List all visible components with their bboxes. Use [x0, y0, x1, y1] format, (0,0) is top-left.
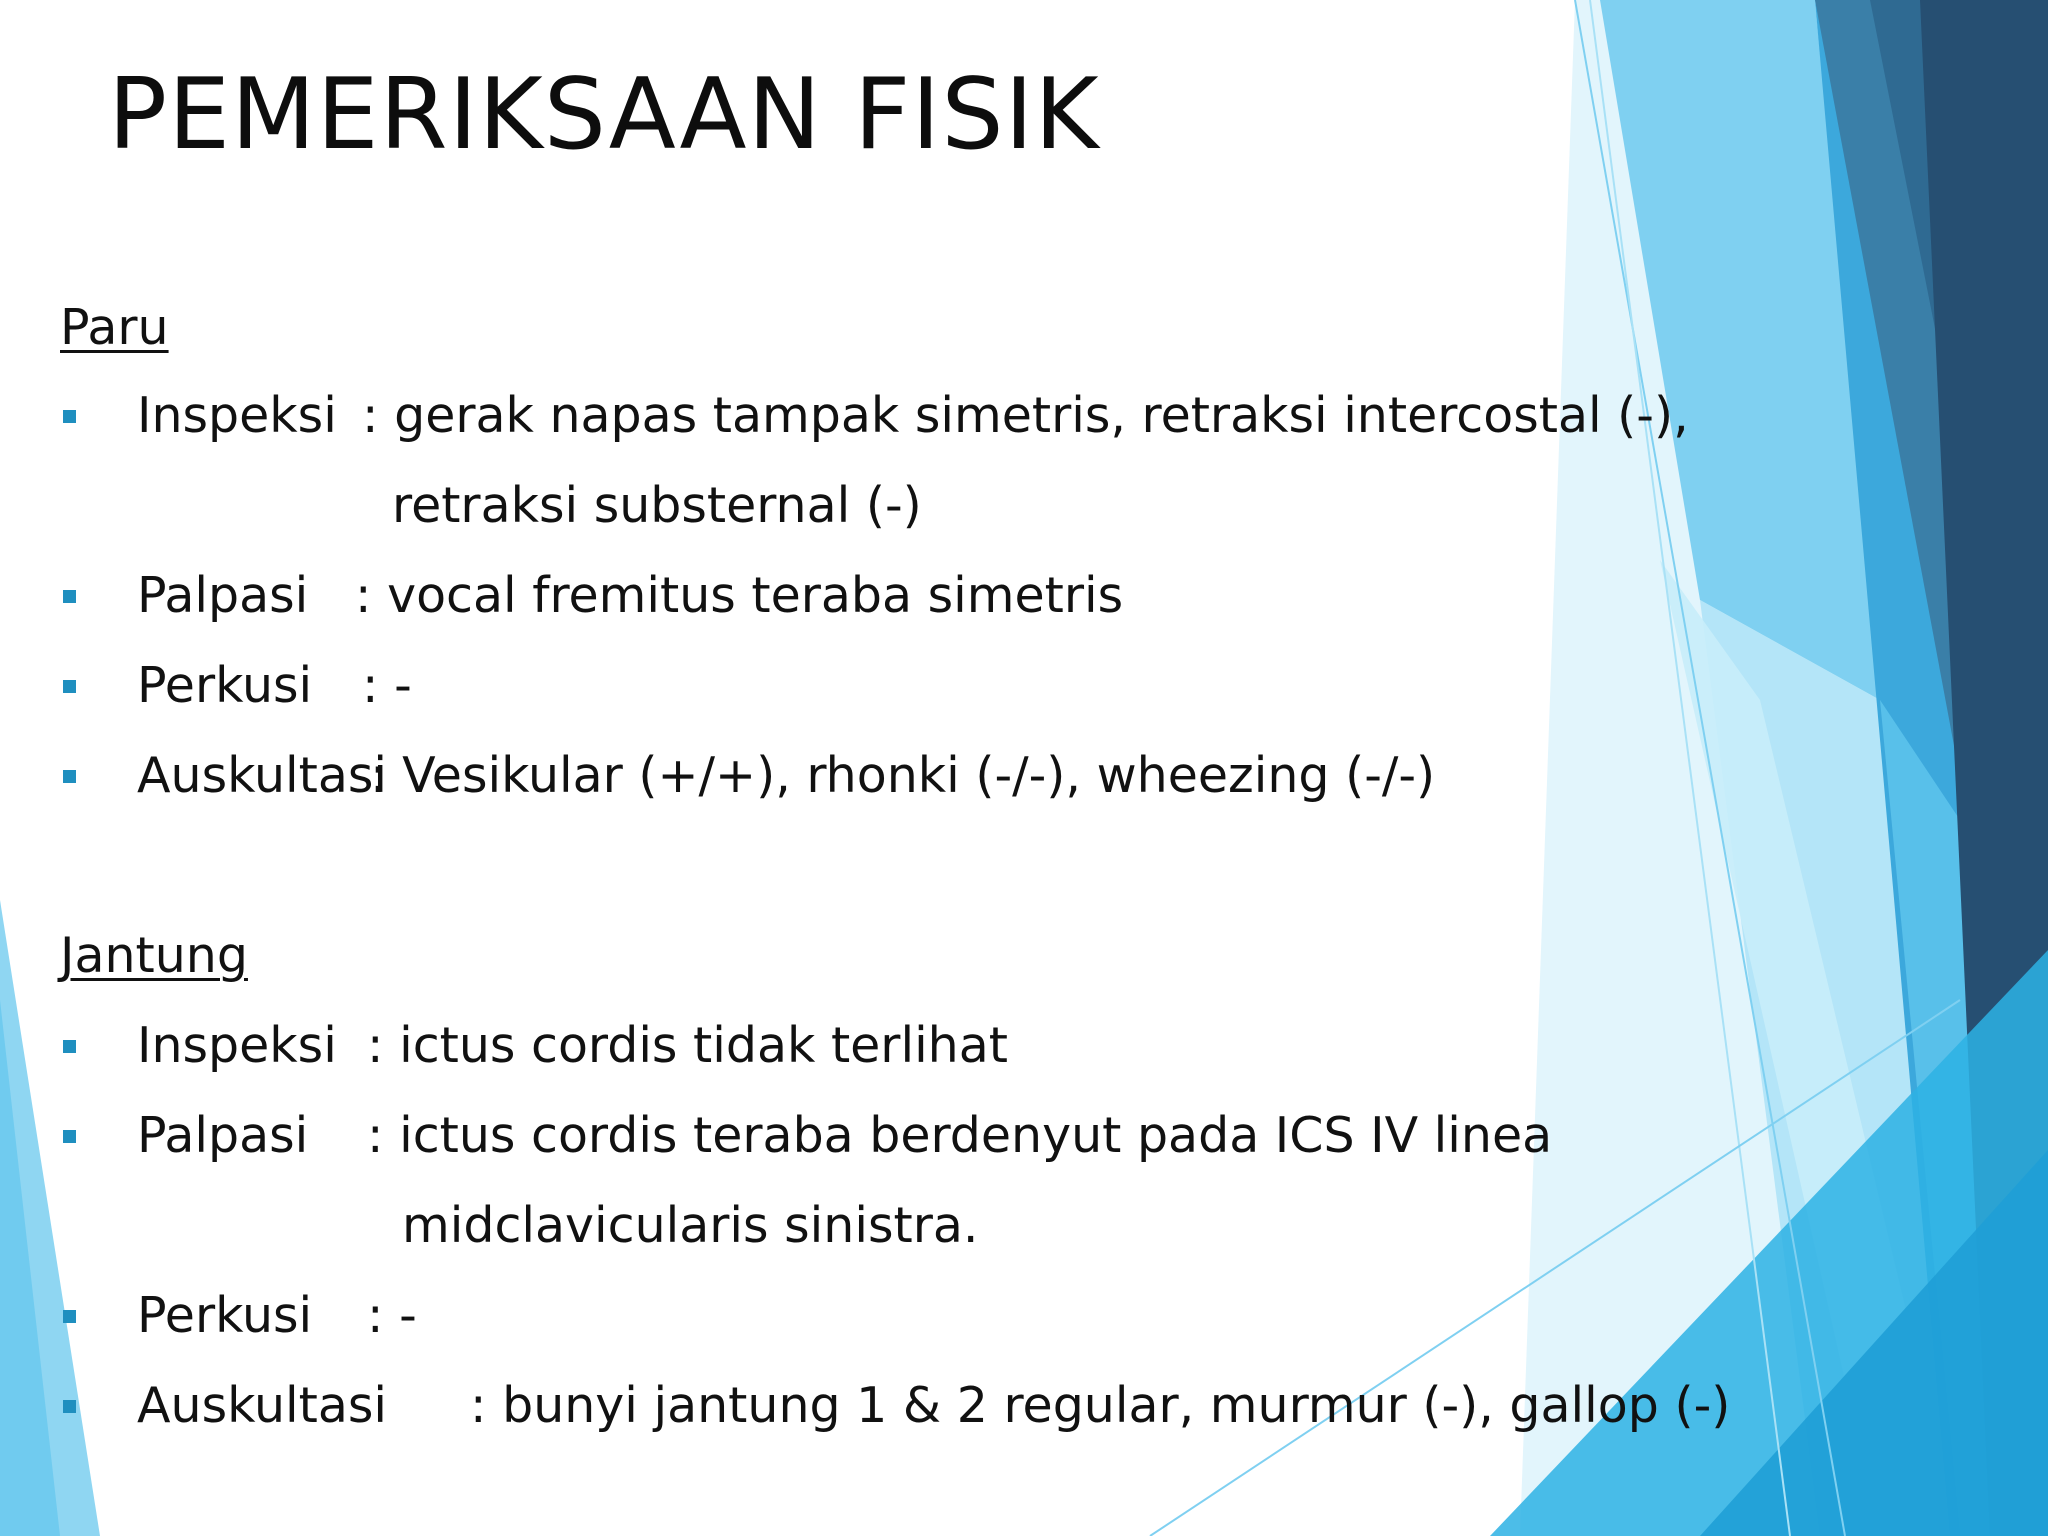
bullet-icon [63, 1310, 76, 1323]
item-term: Palpasi [137, 1107, 309, 1164]
item-term: Perkusi [137, 1287, 313, 1344]
bullet-icon [63, 1040, 76, 1053]
list-item-jantung-inspeksi [0, 1016, 1700, 1076]
list-item-jantung-auskultasi [0, 1376, 1731, 1436]
item-desc: : ictus cordis teraba berdenyut pada ICS IV linea [367, 1107, 1553, 1164]
section-heading-paru: Paru [60, 299, 169, 356]
item-desc: : - [367, 1287, 417, 1344]
item-term: Auskultasi [137, 747, 388, 804]
list-item-paru-auskultasi [0, 746, 1700, 806]
item-term: Perkusi [137, 657, 313, 714]
item-term: Inspeksi [137, 387, 337, 444]
item-desc: : bunyi jantung 1 & 2 regular, murmur (-), gallop (-) [470, 1377, 1731, 1434]
bullet-icon [63, 770, 76, 783]
bullet-icon [63, 410, 76, 423]
item-desc: : - [362, 657, 412, 714]
list-item-jantung-perkusi [0, 1286, 1700, 1346]
item-desc: : vocal fremitus teraba simetris [355, 567, 1124, 624]
item-desc-continuation: midclavicularis sinistra. [402, 1197, 979, 1254]
section-heading-jantung: Jantung [60, 927, 248, 984]
list-item-jantung-palpasi [0, 1106, 1700, 1166]
item-desc: : ictus cordis tidak terlihat [367, 1017, 1008, 1074]
bullet-icon [63, 590, 76, 603]
item-desc: : Vesikular (+/+), rhonki (-/-), wheezing (-/-) [370, 747, 1436, 804]
item-desc: : gerak napas tampak simetris, retraksi intercostal (-), [362, 387, 1689, 444]
bullet-icon [63, 1130, 76, 1143]
slide-title: PEMERIKSAAN FISIK [108, 58, 1100, 172]
bullet-icon [63, 1400, 76, 1413]
item-desc-continuation: retraksi substernal (-) [392, 477, 922, 534]
item-term: Palpasi [137, 567, 309, 624]
list-item-paru-perkusi [0, 656, 1700, 716]
list-item-paru-inspeksi [0, 386, 1700, 446]
bullet-icon [63, 680, 76, 693]
list-item-paru-palpasi [0, 566, 1700, 626]
item-term: Auskultasi [137, 1377, 388, 1434]
item-term: Inspeksi [137, 1017, 337, 1074]
